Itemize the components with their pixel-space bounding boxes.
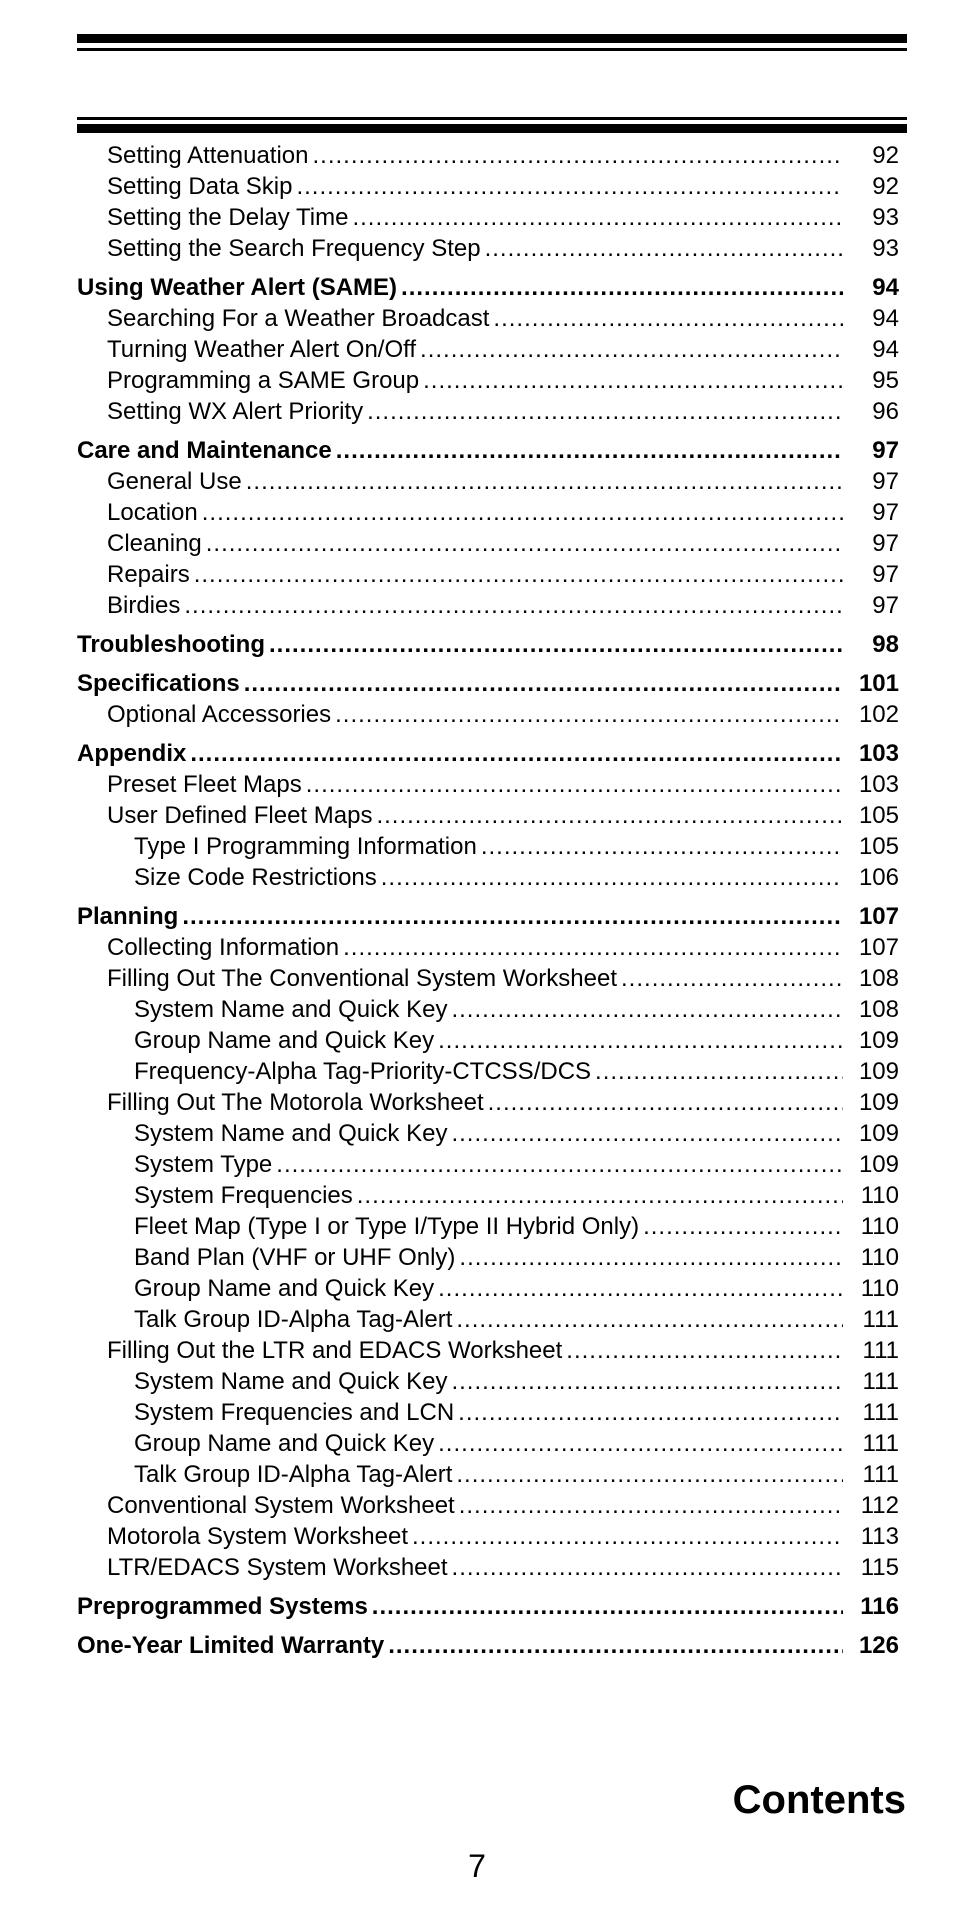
toc-entry[interactable] [77, 528, 907, 559]
toc-entry-title: LTR/EDACS System Worksheet [107, 1554, 448, 1581]
top-rule-thin [77, 48, 907, 51]
dot-leader [452, 1552, 843, 1583]
toc-entry-page: 107 [858, 934, 899, 961]
toc-entry-title: Frequency-Alpha Tag-Priority-CTCSS/DCS [134, 1058, 592, 1085]
dot-leader [458, 1397, 843, 1428]
dot-leader [595, 1056, 843, 1087]
toc-entry-title: Specifications [77, 670, 240, 697]
toc-entry-title: System Name and Quick Key [134, 1120, 448, 1147]
dot-leader [246, 466, 843, 497]
toc-entry[interactable] [77, 1459, 907, 1490]
dot-leader [643, 1211, 843, 1242]
toc-entry-title: One-Year Limited Warranty [77, 1632, 385, 1659]
toc-entry-title: Filling Out The Conventional System Worksheet [107, 965, 618, 992]
toc-entry-title: Appendix [77, 740, 187, 767]
toc-entry[interactable] [77, 1521, 907, 1552]
toc-entry-title: Location [107, 499, 198, 526]
toc-entry[interactable] [77, 202, 907, 233]
toc-entry-title: Size Code Restrictions [134, 864, 377, 891]
toc-entry-page: 92 [872, 142, 899, 169]
toc-entry-title: Setting the Delay Time [107, 204, 349, 231]
toc-entry-title: Preprogrammed Systems [77, 1593, 368, 1620]
toc-entry-title: Conventional System Worksheet [107, 1492, 455, 1519]
dot-leader [206, 528, 843, 559]
toc-entry-page: 98 [872, 631, 899, 658]
toc-entry[interactable] [77, 1366, 907, 1397]
toc-entry[interactable] [77, 1025, 907, 1056]
toc-entry-page: 94 [872, 305, 899, 332]
dot-leader [381, 862, 843, 893]
toc-entry-page: 116 [860, 1593, 899, 1620]
dot-leader [313, 140, 844, 171]
toc-entry-title: Care and Maintenance [77, 437, 332, 464]
toc-entry-title: Setting Data Skip [107, 173, 293, 200]
dot-leader [493, 303, 843, 334]
toc-entry-page: 109 [858, 1151, 899, 1178]
toc-entry[interactable] [77, 1273, 907, 1304]
toc-entry[interactable] [77, 769, 907, 800]
toc-entry[interactable] [77, 1490, 907, 1521]
toc-entry-page: 97 [872, 499, 899, 526]
toc-entry-page: 111 [862, 1399, 899, 1426]
toc-entry-page: 97 [872, 437, 899, 464]
dot-leader [451, 994, 843, 1025]
dot-leader [456, 1304, 843, 1335]
toc-section-entry[interactable] [77, 629, 907, 660]
toc-entry-title: Preset Fleet Maps [107, 771, 302, 798]
dot-leader [357, 1180, 843, 1211]
toc-entry[interactable] [77, 1242, 907, 1273]
toc-entry-title: Talk Group ID-Alpha Tag-Alert [134, 1306, 453, 1333]
toc-entry[interactable] [77, 994, 907, 1025]
dot-leader [621, 963, 843, 994]
toc-entry-page: 113 [860, 1523, 899, 1550]
toc-entry-title: Talk Group ID-Alpha Tag-Alert [134, 1461, 453, 1488]
toc-entry-title: System Name and Quick Key [134, 1368, 448, 1395]
toc-entry-page: 111 [862, 1337, 899, 1364]
toc-entry[interactable] [77, 303, 907, 334]
dot-leader [451, 1366, 843, 1397]
dot-leader [336, 435, 843, 466]
toc-entry[interactable] [77, 1428, 907, 1459]
toc-section-entry[interactable] [77, 435, 907, 466]
toc-entry[interactable] [77, 1211, 907, 1242]
toc-entry[interactable] [77, 1552, 907, 1583]
dot-leader [306, 769, 843, 800]
dot-leader [420, 334, 843, 365]
toc-entry-page: 110 [860, 1182, 899, 1209]
toc-entry-title: Motorola System Worksheet [107, 1523, 408, 1550]
toc-entry-page: 111 [862, 1430, 899, 1457]
toc-entry[interactable] [77, 932, 907, 963]
toc-entry[interactable] [77, 365, 907, 396]
dot-leader [376, 800, 843, 831]
dot-leader [485, 233, 843, 264]
toc-entry-page: 109 [858, 1027, 899, 1054]
dot-leader [566, 1335, 843, 1366]
dot-leader [202, 497, 843, 528]
toc-entry-title: Band Plan (VHF or UHF Only) [134, 1244, 456, 1271]
dot-leader [296, 171, 843, 202]
dot-leader [438, 1428, 843, 1459]
toc-entry[interactable] [77, 233, 907, 264]
toc-entry[interactable] [77, 171, 907, 202]
toc-entry-title: Cleaning [107, 530, 202, 557]
toc-entry[interactable] [77, 1304, 907, 1335]
toc-entry-page: 111 [862, 1306, 899, 1333]
toc-entry[interactable] [77, 1118, 907, 1149]
toc-section-entry[interactable] [77, 668, 907, 699]
toc-entry-title: General Use [107, 468, 242, 495]
toc-entry-page: 115 [860, 1554, 899, 1581]
page-number: 7 [468, 1848, 486, 1884]
toc-entry-page: 93 [872, 235, 899, 262]
toc-entry-page: 93 [872, 204, 899, 231]
toc-entry-page: 107 [858, 903, 899, 930]
toc-entry-page: 96 [872, 398, 899, 425]
dot-leader [481, 831, 843, 862]
dot-leader [367, 396, 843, 427]
toc-entry[interactable] [77, 1180, 907, 1211]
toc-entry-page: 109 [858, 1058, 899, 1085]
toc-entry-title: System Frequencies [134, 1182, 353, 1209]
toc-entry-page: 97 [872, 561, 899, 588]
toc-entry-page: 108 [858, 996, 899, 1023]
toc-entry[interactable] [77, 1087, 907, 1118]
toc-entry[interactable] [77, 831, 907, 862]
dot-leader [194, 559, 843, 590]
toc-entry-title: Turning Weather Alert On/Off [107, 336, 417, 363]
dot-leader [372, 1591, 843, 1622]
dot-leader [459, 1242, 843, 1273]
toc-entry-title: Planning [77, 903, 179, 930]
toc-entry-page: 106 [858, 864, 899, 891]
dot-leader [184, 590, 843, 621]
dot-leader [456, 1459, 843, 1490]
dot-leader [352, 202, 843, 233]
toc-section-entry[interactable] [77, 1591, 907, 1622]
toc-section-entry[interactable] [77, 901, 907, 932]
toc-entry-page: 108 [858, 965, 899, 992]
toc-entry-page: 110 [860, 1244, 899, 1271]
toc-entry-title: Fleet Map (Type I or Type I/Type II Hybrid Only) [134, 1213, 640, 1240]
toc-entry[interactable] [77, 334, 907, 365]
toc-entry-title: Searching For a Weather Broadcast [107, 305, 490, 332]
dot-leader [438, 1273, 843, 1304]
dot-leader [190, 738, 843, 769]
dot-leader [423, 365, 843, 396]
toc-entry-page: 112 [860, 1492, 899, 1519]
toc-entry-page: 111 [862, 1461, 899, 1488]
toc-entry-page: 97 [872, 530, 899, 557]
toc-entry-title: System Type [134, 1151, 273, 1178]
section-title: Contents [732, 1778, 906, 1822]
toc-entry-page: 111 [862, 1368, 899, 1395]
toc-entry[interactable] [77, 862, 907, 893]
toc-entry-title: System Name and Quick Key [134, 996, 448, 1023]
toc-entry[interactable] [77, 590, 907, 621]
toc-entry-page: 95 [872, 367, 899, 394]
toc-entry-title: Filling Out the LTR and EDACS Worksheet [107, 1337, 563, 1364]
toc-section-entry[interactable] [77, 272, 907, 303]
toc-entry[interactable] [77, 140, 907, 171]
toc-entry-title: Programming a SAME Group [107, 367, 420, 394]
toc-entry[interactable] [77, 1335, 907, 1366]
toc-section-entry[interactable] [77, 1630, 907, 1661]
toc-entry[interactable] [77, 396, 907, 427]
toc-entry-title: Birdies [107, 592, 181, 619]
dot-leader [276, 1149, 843, 1180]
toc-entry-title: Collecting Information [107, 934, 340, 961]
header-rule-thick [77, 124, 907, 133]
header-rule-thin [77, 117, 907, 120]
toc-entry[interactable] [77, 1149, 907, 1180]
toc-entry-page: 94 [872, 336, 899, 363]
toc-entry-title: Type I Programming Information [134, 833, 477, 860]
dot-leader [459, 1490, 843, 1521]
toc-entry[interactable] [77, 559, 907, 590]
toc-entry-page: 101 [858, 670, 899, 697]
toc-entry-title: Troubleshooting [77, 631, 265, 658]
toc-entry-page: 109 [858, 1089, 899, 1116]
toc-section-entry[interactable] [77, 738, 907, 769]
toc-entry-page: 109 [858, 1120, 899, 1147]
dot-leader [244, 668, 843, 699]
toc-entry-title: User Defined Fleet Maps [107, 802, 373, 829]
table-of-contents [77, 140, 907, 1661]
toc-entry-title: Group Name and Quick Key [134, 1027, 435, 1054]
toc-entry-page: 92 [872, 173, 899, 200]
dot-leader [412, 1521, 843, 1552]
toc-entry-title: Group Name and Quick Key [134, 1275, 435, 1302]
dot-leader [401, 272, 843, 303]
dot-leader [438, 1025, 843, 1056]
toc-entry[interactable] [77, 699, 907, 730]
toc-entry-page: 102 [858, 701, 899, 728]
toc-entry-title: Group Name and Quick Key [134, 1430, 435, 1457]
toc-entry[interactable] [77, 466, 907, 497]
toc-entry-page: 103 [858, 740, 899, 767]
toc-entry[interactable] [77, 800, 907, 831]
toc-entry-title: Filling Out The Motorola Worksheet [107, 1089, 484, 1116]
dot-leader [343, 932, 843, 963]
toc-entry-page: 103 [858, 771, 899, 798]
toc-entry-page: 110 [860, 1275, 899, 1302]
toc-entry-title: System Frequencies and LCN [134, 1399, 455, 1426]
toc-entry-page: 105 [858, 833, 899, 860]
dot-leader [488, 1087, 843, 1118]
dot-leader [182, 901, 843, 932]
toc-entry[interactable] [77, 1056, 907, 1087]
toc-entry-title: Repairs [107, 561, 190, 588]
top-rule-thick [77, 34, 907, 43]
toc-entry-page: 126 [858, 1632, 899, 1659]
toc-entry-title: Optional Accessories [107, 701, 332, 728]
toc-entry[interactable] [77, 1397, 907, 1428]
dot-leader [335, 699, 843, 730]
toc-entry-title: Setting Attenuation [107, 142, 309, 169]
toc-entry-page: 110 [860, 1213, 899, 1240]
dot-leader [388, 1630, 843, 1661]
toc-entry-title: Setting WX Alert Priority [107, 398, 364, 425]
dot-leader [451, 1118, 843, 1149]
toc-entry-title: Using Weather Alert (SAME) [77, 274, 398, 301]
toc-entry-page: 97 [872, 468, 899, 495]
toc-entry-page: 97 [872, 592, 899, 619]
toc-entry-page: 94 [872, 274, 899, 301]
toc-entry[interactable] [77, 497, 907, 528]
toc-entry[interactable] [77, 963, 907, 994]
toc-entry-page: 105 [858, 802, 899, 829]
toc-entry-title: Setting the Search Frequency Step [107, 235, 481, 262]
dot-leader [269, 629, 843, 660]
